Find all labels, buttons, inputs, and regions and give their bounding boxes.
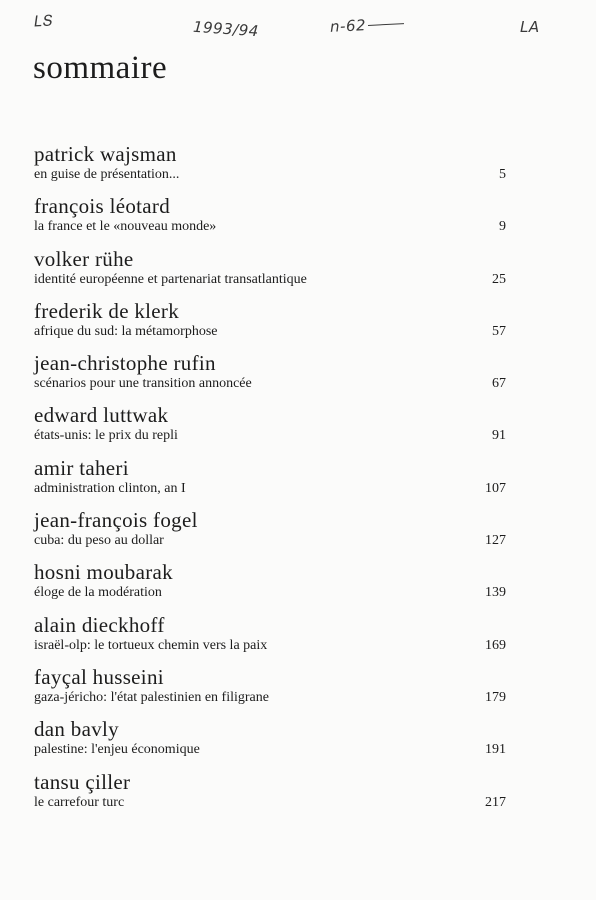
- entry-author: fayçal husseini: [34, 664, 164, 689]
- entry-author: frederik de klerk: [34, 298, 180, 323]
- toc-entry: [34, 194, 506, 246]
- entry-subtitle: la france et le «nouveau monde»: [34, 219, 217, 235]
- entry-subtitle: scénarios pour une transition annoncée: [34, 376, 252, 392]
- page-title: sommaire: [33, 50, 168, 86]
- entry-author: alain dieckhoff: [34, 612, 165, 637]
- toc-entry: [34, 770, 506, 822]
- toc-entry: [34, 560, 506, 612]
- entry-author: tansu çiller: [34, 769, 131, 794]
- handwritten-initials: LA: [520, 18, 540, 36]
- entry-subtitle: gaza-jéricho: l'état palestinien en filigrane: [34, 689, 269, 705]
- entry-subtitle: états-unis: le prix du repli: [34, 428, 178, 444]
- entry-page-number: 107: [485, 480, 506, 496]
- handwritten-issue-number: n-62: [330, 14, 405, 36]
- entry-page-number: 5: [499, 167, 506, 182]
- toc-entry: [34, 613, 506, 665]
- toc-entry: [34, 456, 506, 508]
- entry-subtitle: le carrefour turc: [34, 794, 125, 810]
- entry-author: volker rühe: [34, 246, 134, 271]
- toc-entry: [34, 299, 506, 351]
- entry-subtitle: cuba: du peso au dollar: [34, 533, 164, 549]
- entry-page-number: 127: [485, 533, 506, 549]
- entry-subtitle: identité européenne et partenariat transatlantique: [34, 271, 307, 287]
- handwritten-note: ԼՏ: [33, 11, 55, 31]
- toc-entry: [34, 403, 506, 455]
- entry-subtitle: en guise de présentation...: [34, 167, 180, 182]
- entry-page-number: 57: [492, 323, 506, 339]
- entry-author: amir taheri: [34, 455, 129, 480]
- toc-entry: [34, 142, 506, 194]
- entry-page-number: 91: [492, 428, 506, 444]
- table-of-contents: [34, 142, 506, 822]
- entry-page-number: 191: [485, 742, 506, 758]
- toc-entry: [34, 717, 506, 769]
- toc-entry: [34, 665, 506, 717]
- toc-entry: [34, 508, 506, 560]
- entry-subtitle: palestine: l'enjeu économique: [34, 742, 200, 758]
- entry-author: hosni moubarak: [34, 560, 173, 585]
- entry-page-number: 9: [499, 219, 506, 235]
- toc-entry: [34, 351, 506, 403]
- entry-author: edward luttwak: [34, 403, 169, 428]
- entry-subtitle: éloge de la modération: [34, 585, 162, 601]
- entry-page-number: 139: [485, 585, 506, 601]
- entry-page-number: 169: [485, 637, 506, 653]
- entry-subtitle: administration clinton, an I: [34, 480, 186, 496]
- entry-subtitle: israël-olp: le tortueux chemin vers la paix: [34, 637, 268, 653]
- entry-page-number: 217: [485, 794, 506, 810]
- entry-author: françois léotard: [34, 194, 170, 219]
- toc-entry: [34, 247, 506, 299]
- entry-author: patrick wajsman: [34, 142, 177, 166]
- handwritten-year: 1993/94: [192, 17, 260, 41]
- entry-page-number: 25: [492, 271, 506, 287]
- entry-author: jean-françois fogel: [34, 508, 198, 533]
- entry-author: jean-christophe rufin: [34, 351, 216, 376]
- entry-page-number: 179: [485, 689, 506, 705]
- entry-page-number: 67: [492, 376, 506, 392]
- entry-subtitle: afrique du sud: la métamorphose: [34, 323, 218, 339]
- entry-author: dan bavly: [34, 717, 119, 742]
